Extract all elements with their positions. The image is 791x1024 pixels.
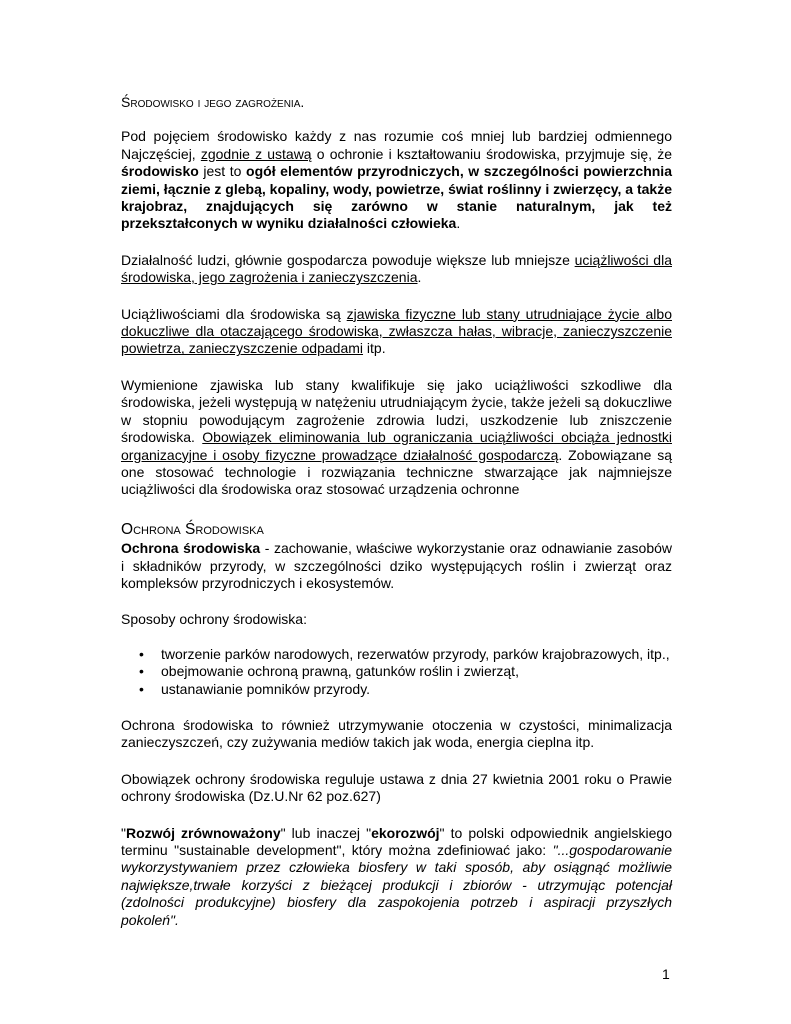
heading-rest: rodowiska	[195, 520, 264, 538]
text: " lub inaczej "	[280, 824, 372, 841]
heading-rest: rodowisko i jego zagrożenia.	[130, 94, 305, 110]
page-number: 1	[662, 966, 670, 982]
text: Wymienione zjawiska lub stany kwalifikuje się jako uciążliwości szkodliwe dla środowiska, jeżeli występują w natężeniu utrudniającym życie, także jeżeli są dokuczliwe w stopniu powodującym zagrożenie zdrowia ludzi, uszkodzenie lub zniszczenie środowiska.	[121, 376, 672, 446]
document-body	[121, 94, 672, 948]
paragraph-protection-definition	[121, 540, 672, 592]
text: itp.	[363, 340, 386, 357]
list-item	[139, 680, 672, 698]
text: jest to	[198, 163, 247, 180]
bold-term: środowisko	[121, 163, 199, 180]
paragraph-obligations	[121, 377, 672, 499]
text: Działalność ludzi, głównie gospodarcza powoduje większe lub mniejsze	[121, 251, 575, 268]
bold-term: ekorozwój	[371, 824, 440, 841]
heading-initial: Ś	[185, 520, 196, 538]
text: o ochronie i kształtowaniu środowiska, przyjmuje się, że	[311, 145, 672, 162]
text: Pod pojęciem środowisko każdy z nas rozumie coś mniej lub bardziej odmiennego Najczęściej,	[121, 128, 672, 162]
list-item	[139, 663, 672, 680]
paragraph-cleanliness: Ochrona środowiska to również utrzymywanie otoczenia w czystości, minimalizacja zanieczyszczeń, czy zużywania mediów takich jak woda, energia cieplna itp.	[121, 716, 672, 751]
paragraph-methods-intro: Sposoby ochrony środowiska:	[121, 611, 307, 628]
paragraph-law: Obowiązek ochrony środowiska reguluje ustawa z dnia 27 kwietnia 2001 roku o Prawie ochrony środowiska (Dz.U.Nr 62 poz.627)	[121, 770, 672, 805]
section-heading-protection	[121, 521, 672, 538]
paragraph-sustainable-development	[121, 825, 672, 929]
bullet-icon: •	[139, 680, 144, 697]
section-heading-environment	[121, 94, 672, 111]
text: .	[456, 215, 461, 232]
text: - zachowanie, właściwe wykorzystanie oraz odnawianie zasobów i składników przyrody, w szczególności dziko występujących roślin i zwierząt oraz kompleksów przyrodniczych i ekosystemów.	[121, 540, 672, 591]
paragraph-definition	[121, 128, 672, 232]
underlined-text: zjawiska fizyczne lub stany utrudniające życie albo dokuczliwe dla otaczającego środowiska, zwłaszcza hałas, wibracje, zanieczyszczenie powietrza, zanieczyszczenie odpadami	[121, 305, 672, 357]
heading-initial: Ś	[121, 94, 131, 110]
bullet-icon: •	[139, 663, 144, 680]
bullet-icon: •	[139, 645, 144, 662]
heading-initial: O	[121, 520, 134, 538]
text: "	[121, 824, 126, 841]
bold-definition: ogół elementów przyrodniczych, w szczególności powierzchnia ziemi, łącznie z glebą, kopaliny, wody, powietrze, świat roślinny i zwierzęcy, a także krajobraz, znajdujących się zarówno w stanie naturalnym, jak też przekształconych w wyniku działalności człowieka	[121, 163, 672, 232]
bold-term: Ochrona środowiska	[121, 540, 261, 557]
paragraph-nuisances	[121, 306, 672, 358]
heading-rest: chrona	[133, 520, 186, 538]
underlined-text: Obowiązek eliminowania lub ograniczania uciążliwości obciąża jednostki organizacyjne i osoby fizyczne prowadzące działalność gospodarczą	[121, 429, 672, 463]
text: Uciążliwościami dla środowiska są	[121, 305, 347, 322]
text: " to polski odpowiednik angielskiego terminu "sustainable development", który można zdefiniować jako:	[121, 824, 672, 858]
list-item	[139, 645, 672, 663]
bold-term: Rozwój zrównoważony	[125, 824, 281, 841]
list-item-text: obejmowanie ochroną prawną, gatunków roślin i zwierząt,	[161, 663, 519, 680]
paragraph-human-activity	[121, 252, 672, 287]
text: .	[417, 269, 422, 286]
list-item-text: tworzenie parków narodowych, rezerwatów przyrody, parków krajobrazowych, itp.,	[161, 645, 670, 662]
italic-quote: "...gospodarowanie wykorzystywaniem przez człowieka biosfery w taki sposób, aby osiągnąć możliwie największe,trwałe korzyści z bieżącej produkcji i zbiorów - utrzymując potencjał (zdolności produkcyjne) biosfery dla zaspokojenia potrzeb i aspiracji przyszłych pokoleń".	[121, 842, 672, 928]
list-item-text: ustanawianie pomników przyrody.	[161, 680, 371, 697]
underlined-text: uciążliwości dla środowiska, jego zagrożenia i zanieczyszczenia	[121, 251, 672, 286]
methods-list	[121, 646, 672, 698]
text: . Zobowiązane są one stosować technologie i rozwiązania techniczne stwarzające jak najmniejsze uciążliwości dla środowiska oraz stosować urządzenia ochronne	[121, 446, 672, 498]
underlined-text: zgodnie z ustawą	[200, 145, 312, 162]
